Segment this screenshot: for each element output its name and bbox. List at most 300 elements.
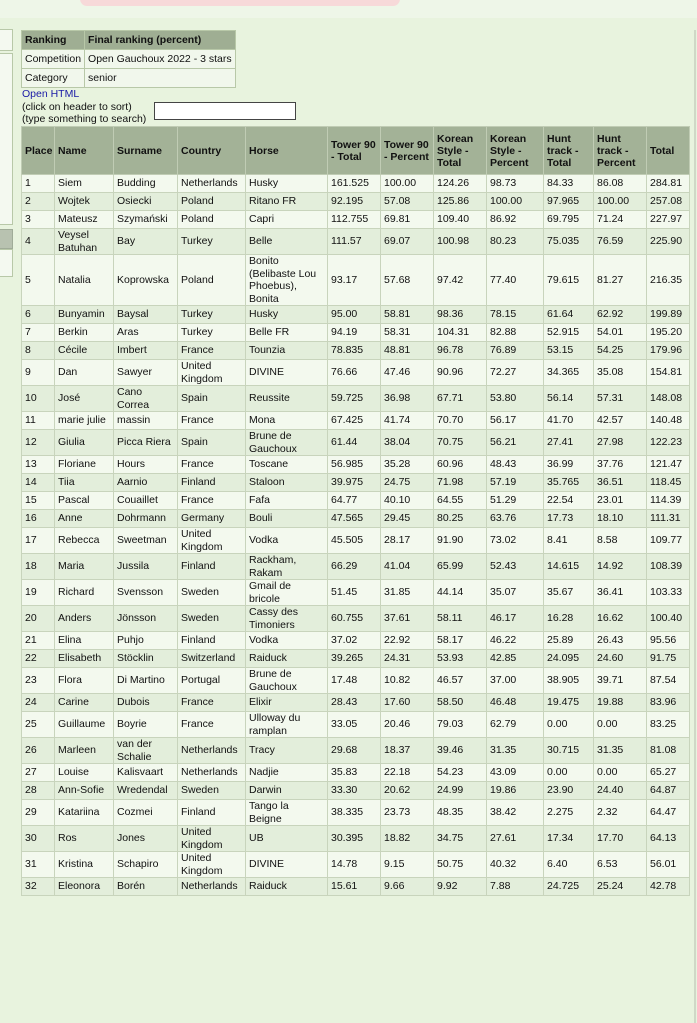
table-cell: 19.88: [594, 694, 647, 712]
table-cell: 42.78: [647, 878, 690, 896]
table-cell: 17: [22, 528, 55, 554]
table-cell: 27.98: [594, 430, 647, 456]
results-table: [21, 126, 690, 896]
table-cell: 51.45: [328, 580, 381, 606]
table-cell: 80.23: [487, 229, 544, 255]
table-cell: José: [55, 386, 114, 412]
table-cell: 78.835: [328, 342, 381, 360]
table-cell: France: [178, 342, 246, 360]
table-cell: 27: [22, 764, 55, 782]
table-cell: 38.42: [487, 800, 544, 826]
table-cell: Ulloway du ramplan: [246, 712, 328, 738]
table-cell: 103.33: [647, 580, 690, 606]
table-cell: 91.90: [434, 528, 487, 554]
table-cell: 100.00: [381, 175, 434, 193]
table-cell: 96.78: [434, 342, 487, 360]
table-cell: France: [178, 492, 246, 510]
table-cell: Finland: [178, 800, 246, 826]
column-header[interactable]: Korean Style - Percent: [487, 127, 544, 175]
table-cell: 40.10: [381, 492, 434, 510]
table-cell: 19.86: [487, 782, 544, 800]
table-cell: 60.755: [328, 606, 381, 632]
side-panel-tab-1[interactable]: [0, 29, 13, 51]
table-cell: 64.13: [647, 826, 690, 852]
table-cell: 118.45: [647, 474, 690, 492]
table-cell: Turkey: [178, 306, 246, 324]
column-header[interactable]: Tower 90 - Percent: [381, 127, 434, 175]
table-cell: Darwin: [246, 782, 328, 800]
table-cell: 22: [22, 650, 55, 668]
table-cell: 47.46: [381, 360, 434, 386]
table-cell: 31.85: [381, 580, 434, 606]
table-cell: 10.82: [381, 668, 434, 694]
sort-hint: (click on header to sort): [22, 100, 132, 113]
table-cell: Ros: [55, 826, 114, 852]
table-cell: France: [178, 694, 246, 712]
table-cell: 54.23: [434, 764, 487, 782]
table-cell: Finland: [178, 632, 246, 650]
table-cell: 111.57: [328, 229, 381, 255]
top-bar: [0, 0, 697, 18]
table-cell: 29.45: [381, 510, 434, 528]
table-cell: 161.525: [328, 175, 381, 193]
table-cell: 121.47: [647, 456, 690, 474]
table-cell: Poland: [178, 255, 246, 306]
table-row[interactable]: [22, 554, 690, 580]
table-cell: Jussila: [114, 554, 178, 580]
table-cell: Giulia: [55, 430, 114, 456]
table-cell: 28: [22, 782, 55, 800]
table-cell: 227.97: [647, 211, 690, 229]
table-cell: van der Schalie: [114, 738, 178, 764]
table-cell: Aras: [114, 324, 178, 342]
table-cell: 13: [22, 456, 55, 474]
table-cell: Belle: [246, 229, 328, 255]
table-cell: 32: [22, 878, 55, 896]
table-cell: 35.08: [594, 360, 647, 386]
table-row[interactable]: [22, 826, 690, 852]
table-cell: 8.41: [544, 528, 594, 554]
info-row-category: [22, 69, 236, 88]
table-cell: 122.23: [647, 430, 690, 456]
table-cell: Husky: [246, 175, 328, 193]
table-cell: 41.74: [381, 412, 434, 430]
results-header-row: [22, 127, 690, 175]
table-cell: 31: [22, 852, 55, 878]
table-cell: Bouli: [246, 510, 328, 528]
table-cell: 8: [22, 342, 55, 360]
table-cell: 57.19: [487, 474, 544, 492]
info-row-competition: [22, 50, 236, 69]
table-row[interactable]: [22, 211, 690, 229]
info-label: Competition: [22, 50, 85, 69]
table-cell: 28.17: [381, 528, 434, 554]
table-cell: Budding: [114, 175, 178, 193]
table-cell: Jones: [114, 826, 178, 852]
table-cell: 100.40: [647, 606, 690, 632]
table-cell: 59.725: [328, 386, 381, 412]
table-cell: 76.66: [328, 360, 381, 386]
table-cell: Capri: [246, 211, 328, 229]
table-cell: 18: [22, 554, 55, 580]
table-row[interactable]: [22, 764, 690, 782]
table-row[interactable]: [22, 342, 690, 360]
table-row[interactable]: [22, 430, 690, 456]
table-cell: 22.18: [381, 764, 434, 782]
table-cell: 56.01: [647, 852, 690, 878]
table-cell: 15.61: [328, 878, 381, 896]
table-cell: Brune de Gauchoux: [246, 430, 328, 456]
table-cell: 69.07: [381, 229, 434, 255]
table-cell: United Kingdom: [178, 852, 246, 878]
column-header[interactable]: Name: [55, 127, 114, 175]
table-cell: 108.39: [647, 554, 690, 580]
page-border: [694, 30, 696, 1023]
table-cell: UB: [246, 826, 328, 852]
results-body: [22, 175, 690, 896]
table-cell: Dan: [55, 360, 114, 386]
column-header[interactable]: Hunt track - Percent: [594, 127, 647, 175]
table-cell: 154.81: [647, 360, 690, 386]
table-cell: 24.095: [544, 650, 594, 668]
table-cell: Veysel Batuhan: [55, 229, 114, 255]
table-cell: Spain: [178, 386, 246, 412]
table-row[interactable]: [22, 782, 690, 800]
table-row[interactable]: [22, 668, 690, 694]
table-row[interactable]: [22, 456, 690, 474]
table-cell: 91.75: [647, 650, 690, 668]
table-cell: 29.68: [328, 738, 381, 764]
column-header[interactable]: Country: [178, 127, 246, 175]
table-cell: 69.81: [381, 211, 434, 229]
table-cell: 58.17: [434, 632, 487, 650]
table-cell: 83.96: [647, 694, 690, 712]
side-panel-tab-4[interactable]: [0, 249, 13, 277]
table-cell: Guillaume: [55, 712, 114, 738]
table-cell: 38.335: [328, 800, 381, 826]
table-cell: Staloon: [246, 474, 328, 492]
table-cell: Rebecca: [55, 528, 114, 554]
table-row[interactable]: [22, 193, 690, 211]
table-cell: Schapiro: [114, 852, 178, 878]
table-row[interactable]: [22, 324, 690, 342]
table-cell: 58.31: [381, 324, 434, 342]
table-cell: 18.37: [381, 738, 434, 764]
table-cell: 71.98: [434, 474, 487, 492]
table-row[interactable]: [22, 694, 690, 712]
table-cell: Sweden: [178, 580, 246, 606]
table-row[interactable]: [22, 412, 690, 430]
table-cell: 24.725: [544, 878, 594, 896]
table-row[interactable]: [22, 738, 690, 764]
table-cell: 284.81: [647, 175, 690, 193]
table-cell: Elisabeth: [55, 650, 114, 668]
column-header[interactable]: Place: [22, 127, 55, 175]
table-cell: Switzerland: [178, 650, 246, 668]
table-cell: 22.54: [544, 492, 594, 510]
table-cell: Borén: [114, 878, 178, 896]
table-cell: 2: [22, 193, 55, 211]
table-cell: Netherlands: [178, 738, 246, 764]
table-cell: 39.71: [594, 668, 647, 694]
table-cell: 12: [22, 430, 55, 456]
table-cell: 53.80: [487, 386, 544, 412]
table-cell: Tiia: [55, 474, 114, 492]
table-cell: Finland: [178, 554, 246, 580]
table-row[interactable]: [22, 878, 690, 896]
table-cell: 14.78: [328, 852, 381, 878]
table-cell: 83.25: [647, 712, 690, 738]
table-cell: 56.985: [328, 456, 381, 474]
table-cell: 80.25: [434, 510, 487, 528]
table-cell: 65.27: [647, 764, 690, 782]
table-cell: 50.75: [434, 852, 487, 878]
table-cell: 92.195: [328, 193, 381, 211]
table-cell: 52.915: [544, 324, 594, 342]
table-cell: Szymański: [114, 211, 178, 229]
table-cell: 31.35: [487, 738, 544, 764]
table-cell: 52.43: [487, 554, 544, 580]
table-row[interactable]: [22, 712, 690, 738]
table-cell: 65.99: [434, 554, 487, 580]
table-row[interactable]: [22, 474, 690, 492]
table-row[interactable]: [22, 229, 690, 255]
table-cell: 9.66: [381, 878, 434, 896]
table-cell: Jönsson: [114, 606, 178, 632]
table-cell: Raiduck: [246, 878, 328, 896]
table-cell: 26.43: [594, 632, 647, 650]
table-cell: 15: [22, 492, 55, 510]
open-html-link[interactable]: Open HTML: [22, 88, 80, 100]
table-cell: 71.24: [594, 211, 647, 229]
table-cell: 53.15: [544, 342, 594, 360]
table-cell: 195.20: [647, 324, 690, 342]
table-cell: 61.64: [544, 306, 594, 324]
table-cell: Dubois: [114, 694, 178, 712]
table-cell: 23.90: [544, 782, 594, 800]
table-cell: 87.54: [647, 668, 690, 694]
table-cell: 9.92: [434, 878, 487, 896]
table-cell: 0.00: [594, 764, 647, 782]
table-cell: 16.28: [544, 606, 594, 632]
table-cell: 86.92: [487, 211, 544, 229]
table-cell: 77.40: [487, 255, 544, 306]
table-cell: United Kingdom: [178, 528, 246, 554]
table-cell: 37.02: [328, 632, 381, 650]
table-cell: Gmail de bricole: [246, 580, 328, 606]
table-cell: 8.58: [594, 528, 647, 554]
table-row[interactable]: [22, 306, 690, 324]
table-cell: 29: [22, 800, 55, 826]
table-row[interactable]: [22, 510, 690, 528]
table-cell: 9: [22, 360, 55, 386]
side-panel-tab-2[interactable]: [0, 53, 13, 225]
table-cell: 30.395: [328, 826, 381, 852]
table-cell: Bonito (Belibaste Lou Phoebus), Bonita: [246, 255, 328, 306]
table-cell: Kristina: [55, 852, 114, 878]
info-value: senior: [85, 69, 236, 88]
table-cell: 44.14: [434, 580, 487, 606]
table-row[interactable]: [22, 632, 690, 650]
table-cell: 62.92: [594, 306, 647, 324]
table-cell: Elina: [55, 632, 114, 650]
table-cell: 19.475: [544, 694, 594, 712]
table-cell: 2.275: [544, 800, 594, 826]
table-cell: 6.53: [594, 852, 647, 878]
table-cell: 97.42: [434, 255, 487, 306]
table-row[interactable]: [22, 360, 690, 386]
top-pill: [80, 0, 400, 6]
table-cell: 35.07: [487, 580, 544, 606]
table-cell: Bunyamin: [55, 306, 114, 324]
table-row[interactable]: [22, 800, 690, 826]
search-input[interactable]: [154, 102, 296, 120]
table-cell: 27.61: [487, 826, 544, 852]
table-cell: Aarnio: [114, 474, 178, 492]
table-cell: Netherlands: [178, 878, 246, 896]
table-cell: 98.73: [487, 175, 544, 193]
table-cell: 42.85: [487, 650, 544, 668]
table-cell: Vodka: [246, 528, 328, 554]
table-cell: Koprowska: [114, 255, 178, 306]
table-cell: Anne: [55, 510, 114, 528]
table-cell: France: [178, 712, 246, 738]
table-cell: Mona: [246, 412, 328, 430]
table-cell: 64.77: [328, 492, 381, 510]
table-row[interactable]: [22, 580, 690, 606]
table-cell: 10: [22, 386, 55, 412]
table-cell: 7.88: [487, 878, 544, 896]
table-cell: 109.40: [434, 211, 487, 229]
table-cell: Sweetman: [114, 528, 178, 554]
info-value: Open Gauchoux 2022 - 3 stars: [85, 50, 236, 69]
table-cell: 24: [22, 694, 55, 712]
table-cell: Nadjie: [246, 764, 328, 782]
table-cell: 17.73: [544, 510, 594, 528]
table-row[interactable]: [22, 852, 690, 878]
table-cell: 20.62: [381, 782, 434, 800]
table-cell: 21: [22, 632, 55, 650]
table-cell: 42.57: [594, 412, 647, 430]
table-cell: 25.89: [544, 632, 594, 650]
table-cell: 0.00: [594, 712, 647, 738]
table-cell: 43.09: [487, 764, 544, 782]
table-cell: Mateusz: [55, 211, 114, 229]
table-cell: 48.35: [434, 800, 487, 826]
table-cell: Dohrmann: [114, 510, 178, 528]
table-cell: 5: [22, 255, 55, 306]
table-cell: 95.56: [647, 632, 690, 650]
table-cell: 148.08: [647, 386, 690, 412]
table-cell: 70.70: [434, 412, 487, 430]
table-cell: 36.99: [544, 456, 594, 474]
table-cell: 54.01: [594, 324, 647, 342]
table-cell: 76.59: [594, 229, 647, 255]
table-cell: Anders: [55, 606, 114, 632]
table-cell: 1: [22, 175, 55, 193]
table-cell: 109.77: [647, 528, 690, 554]
column-header[interactable]: Total: [647, 127, 690, 175]
table-cell: Pascal: [55, 492, 114, 510]
table-row[interactable]: [22, 175, 690, 193]
table-row[interactable]: [22, 255, 690, 306]
table-cell: United Kingdom: [178, 360, 246, 386]
table-cell: 38.905: [544, 668, 594, 694]
table-cell: 81.27: [594, 255, 647, 306]
table-cell: Carine: [55, 694, 114, 712]
table-cell: 16.62: [594, 606, 647, 632]
table-cell: 35.28: [381, 456, 434, 474]
table-cell: 76.89: [487, 342, 544, 360]
table-cell: United Kingdom: [178, 826, 246, 852]
table-cell: 24.40: [594, 782, 647, 800]
table-cell: 17.60: [381, 694, 434, 712]
table-cell: 64.47: [647, 800, 690, 826]
table-cell: 97.965: [544, 193, 594, 211]
table-cell: 33.30: [328, 782, 381, 800]
table-cell: 95.00: [328, 306, 381, 324]
table-row[interactable]: [22, 386, 690, 412]
table-cell: Baysal: [114, 306, 178, 324]
column-header[interactable]: Surname: [114, 127, 178, 175]
table-cell: 54.25: [594, 342, 647, 360]
table-row[interactable]: [22, 492, 690, 510]
table-cell: 56.14: [544, 386, 594, 412]
table-cell: 37.61: [381, 606, 434, 632]
info-header-label: Ranking: [22, 31, 85, 50]
table-cell: 14: [22, 474, 55, 492]
table-cell: 36.41: [594, 580, 647, 606]
table-cell: 78.15: [487, 306, 544, 324]
table-row[interactable]: [22, 650, 690, 668]
table-cell: 57.08: [381, 193, 434, 211]
table-cell: 69.795: [544, 211, 594, 229]
table-row[interactable]: [22, 606, 690, 632]
table-cell: 27.41: [544, 430, 594, 456]
table-cell: 86.08: [594, 175, 647, 193]
table-cell: 45.505: [328, 528, 381, 554]
table-cell: Wredendal: [114, 782, 178, 800]
column-header[interactable]: Horse: [246, 127, 328, 175]
column-header[interactable]: Hunt track - Total: [544, 127, 594, 175]
table-cell: 125.86: [434, 193, 487, 211]
table-cell: Stöcklin: [114, 650, 178, 668]
table-cell: 22.92: [381, 632, 434, 650]
table-cell: 31.35: [594, 738, 647, 764]
table-cell: 25.24: [594, 878, 647, 896]
table-cell: Sweden: [178, 606, 246, 632]
table-cell: Sweden: [178, 782, 246, 800]
table-cell: Richard: [55, 580, 114, 606]
table-row[interactable]: [22, 528, 690, 554]
column-header[interactable]: Tower 90 - Total: [328, 127, 381, 175]
table-cell: 24.99: [434, 782, 487, 800]
table-cell: 39.975: [328, 474, 381, 492]
table-cell: 257.08: [647, 193, 690, 211]
table-cell: 14.615: [544, 554, 594, 580]
table-cell: 46.22: [487, 632, 544, 650]
table-cell: Ritano FR: [246, 193, 328, 211]
column-header[interactable]: Korean Style - Total: [434, 127, 487, 175]
search-hint: (type something to search): [22, 113, 147, 125]
side-panel-tab-3[interactable]: [0, 229, 13, 249]
table-cell: 63.76: [487, 510, 544, 528]
table-cell: 53.93: [434, 650, 487, 668]
table-cell: Natalia: [55, 255, 114, 306]
table-cell: 37.00: [487, 668, 544, 694]
table-cell: 56.21: [487, 430, 544, 456]
table-cell: 216.35: [647, 255, 690, 306]
